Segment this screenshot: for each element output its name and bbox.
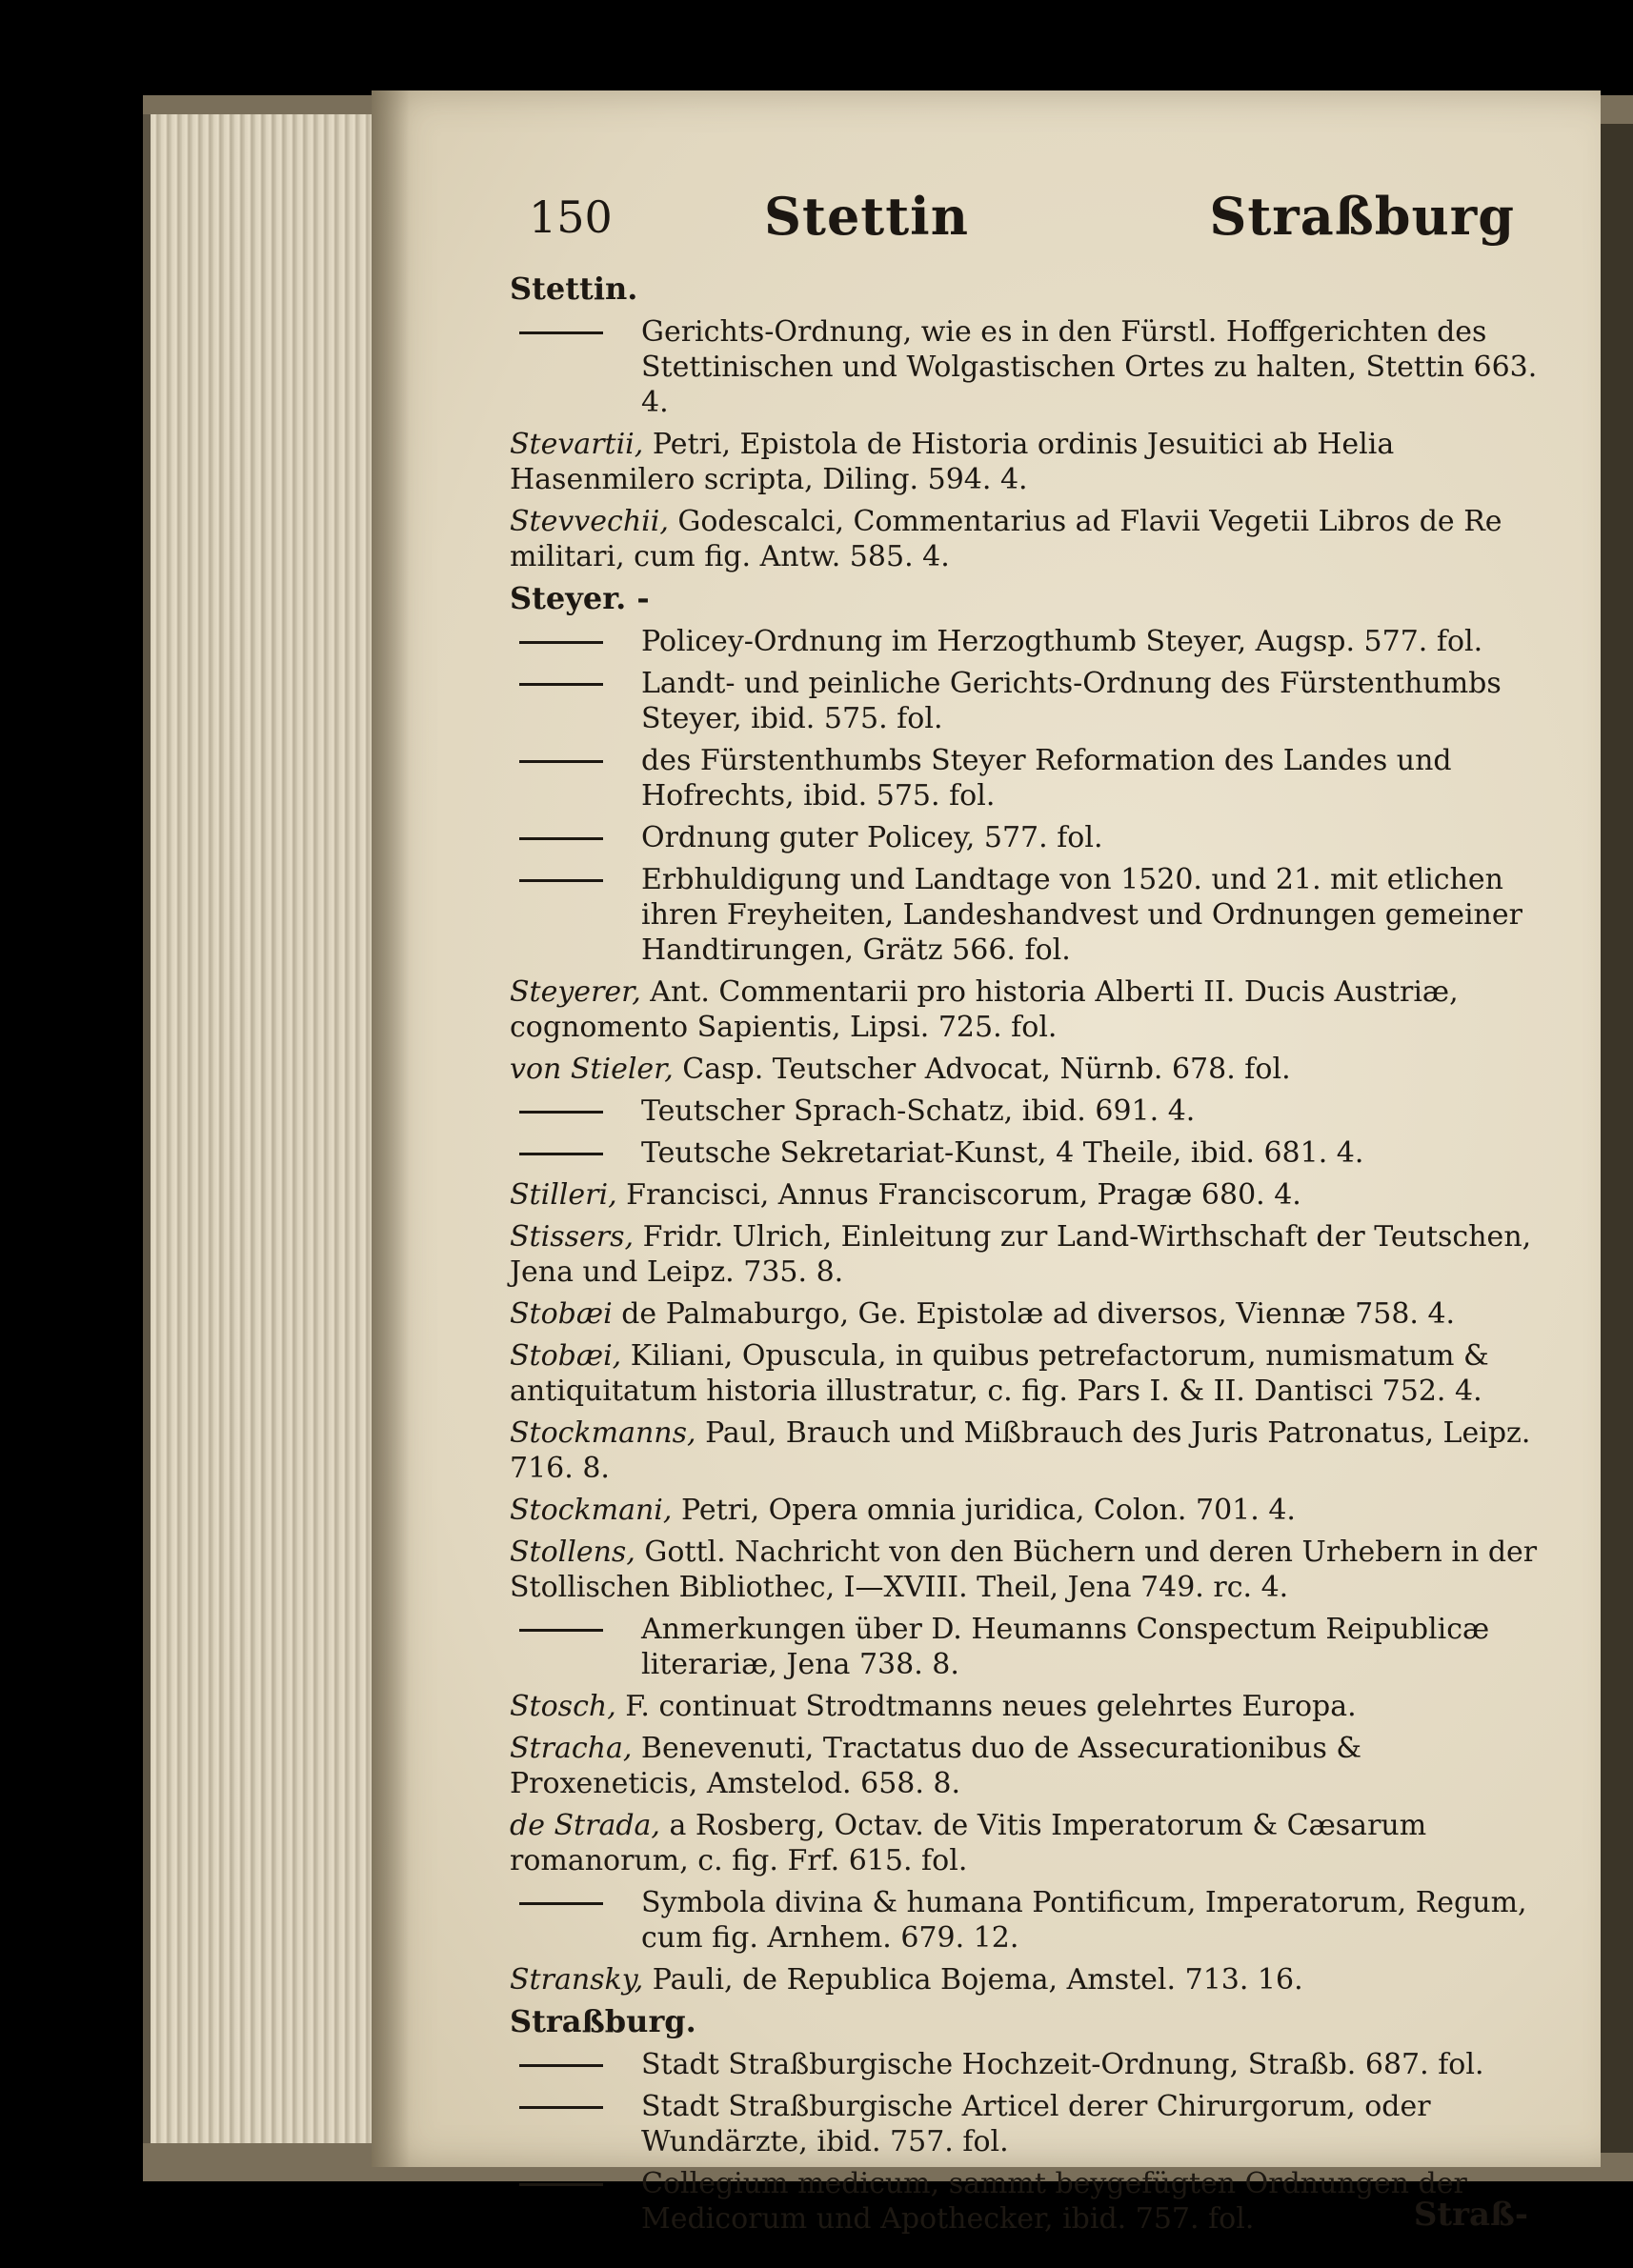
catalog-entry bbox=[510, 862, 1558, 968]
entry-author: Stracha, bbox=[510, 1732, 641, 1765]
catalog-entry bbox=[510, 581, 1558, 617]
ditto-dash bbox=[519, 1902, 603, 1905]
entry-title: de Palmaburgo, Ge. Epistolæ ad diversos, Viennæ 758. 4. bbox=[621, 1297, 1456, 1331]
entry-author: Stransky, bbox=[510, 1963, 653, 1997]
catalog-entry bbox=[510, 2047, 1558, 2082]
catalog-entry bbox=[510, 2089, 1558, 2159]
entry-title: Kiliani, Opuscula, in quibus petrefactorum, numismatum & antiquitatum historia illustratur, c. fig. Pars I. & II. Dantisci 752. 4. bbox=[510, 1339, 1489, 1408]
ditto-dash bbox=[519, 1111, 603, 1114]
entry-text: Ordnung guter Policey, 577. fol. bbox=[641, 821, 1103, 854]
catalog-entry bbox=[510, 1808, 1558, 1878]
catalog-entry bbox=[510, 974, 1558, 1045]
entry-author: Stockmanns, bbox=[510, 1416, 706, 1450]
entry-text bbox=[510, 1415, 1558, 1486]
section-heading: Stettin. bbox=[510, 271, 638, 307]
entry-text bbox=[510, 974, 1558, 1045]
catalog-entry bbox=[510, 1689, 1558, 1724]
entry-text bbox=[510, 1177, 1558, 1213]
catalog-entry bbox=[510, 271, 1558, 308]
entry-text bbox=[510, 1808, 1558, 1878]
ditto-dash bbox=[519, 837, 603, 840]
ditto-dash bbox=[519, 1629, 603, 1632]
catalog-entry bbox=[510, 1094, 1558, 1129]
catalog-entry bbox=[510, 1415, 1558, 1486]
entry-text: Landt- und peinliche Gerichts-Ordnung des Fürstenthumbs Steyer, ibid. 575. fol. bbox=[641, 667, 1502, 735]
entry-title: Paul, Brauch und Mißbrauch des Juris Patronatus, Leipz. 716. 8. bbox=[510, 1416, 1531, 1485]
ditto-dash bbox=[519, 683, 603, 686]
entry-text bbox=[510, 1962, 1558, 1997]
entry-text: Stadt Straßburgische Articel derer Chirurgorum, oder Wundärzte, ibid. 757. fol. bbox=[641, 2090, 1431, 2158]
entry-title: Gottl. Nachricht von den Büchern und deren Urhebern in der Stollischen Bibliothec, I—XVIII. Theil, Jena 749. rc. 4. bbox=[510, 1535, 1538, 1604]
book-spine-edge bbox=[1596, 124, 1633, 2153]
ditto-dash bbox=[519, 331, 603, 334]
entry-author: Stevartii, bbox=[510, 428, 653, 461]
catalog-entry bbox=[510, 504, 1558, 574]
entry-text bbox=[510, 1219, 1558, 1290]
catalog-entry bbox=[510, 624, 1558, 659]
entry-title: Petri, Opera omnia juridica, Colon. 701. 4. bbox=[680, 1494, 1296, 1527]
header-right-title: Straßburg bbox=[1209, 186, 1515, 247]
catalog-entry bbox=[510, 427, 1558, 497]
entry-author: Stilleri, bbox=[510, 1178, 627, 1212]
entry-author: Stevvechii, bbox=[510, 505, 678, 538]
catalog-entry bbox=[510, 1219, 1558, 1290]
ditto-dash bbox=[519, 760, 603, 763]
entry-text bbox=[510, 1493, 1558, 1528]
entry-text bbox=[510, 1535, 1558, 1605]
entry-text bbox=[510, 1689, 1558, 1724]
page-edges bbox=[143, 114, 398, 2143]
entry-text: Gerichts-Ordnung, wie es in den Fürstl. Hoffgerichten des Stettinischen und Wolgastischen Ortes zu halten, Stettin 663. 4. bbox=[641, 315, 1538, 419]
catchword: Straß- bbox=[1413, 2196, 1528, 2234]
entry-author: de Strada, bbox=[510, 1809, 670, 1842]
entry-text: Symbola divina & humana Pontificum, Imperatorum, Regum, cum fig. Arnhem. 679. 12. bbox=[641, 1886, 1527, 1955]
entry-title: Pauli, de Republica Bojema, Amstel. 713. 16. bbox=[652, 1963, 1303, 1997]
entry-text bbox=[510, 1052, 1558, 1087]
entry-title: Godescalci, Commentarius ad Flavii Vegetii Libros de Re militari, cum fig. Antw. 585. 4. bbox=[510, 505, 1502, 573]
catalog-entry bbox=[510, 1885, 1558, 1956]
entry-text: Policey-Ordnung im Herzogthumb Steyer, Augsp. 577. fol. bbox=[641, 625, 1483, 658]
running-header bbox=[529, 186, 1515, 262]
entry-title: Francisci, Annus Franciscorum, Pragæ 680. 4. bbox=[626, 1178, 1301, 1212]
entry-text: Collegium medicum, sammt beygefügten Ordnungen der Medicorum und Apothecker, ibid. 757. fol. bbox=[641, 2167, 1467, 2236]
entry-list bbox=[510, 271, 1558, 2243]
page-number: 150 bbox=[529, 191, 613, 243]
catalog-entry bbox=[510, 1535, 1558, 1605]
ditto-dash bbox=[519, 2183, 603, 2186]
entry-text bbox=[510, 1731, 1558, 1801]
entry-text: Teutscher Sprach-Schatz, ibid. 691. 4. bbox=[641, 1094, 1196, 1128]
ditto-dash bbox=[519, 879, 603, 882]
entry-title: Fridr. Ulrich, Einleitung zur Land-Wirthschaft der Teutschen, Jena und Leipz. 735. 8. bbox=[510, 1220, 1532, 1289]
entry-author: von Stieler, bbox=[510, 1053, 683, 1086]
entry-text: Teutsche Sekretariat-Kunst, 4 Theile, ibid. 681. 4. bbox=[641, 1136, 1364, 1170]
catalog-entry bbox=[510, 1135, 1558, 1171]
catalog-entry bbox=[510, 1338, 1558, 1409]
catalog-entry bbox=[510, 2166, 1558, 2237]
catalog-entry bbox=[510, 1296, 1558, 1332]
catalog-entry bbox=[510, 1612, 1558, 1682]
entry-text: Stadt Straßburgische Hochzeit-Ordnung, Straßb. 687. fol. bbox=[641, 2048, 1484, 2081]
catalog-entry bbox=[510, 314, 1558, 420]
entry-text bbox=[510, 1338, 1558, 1409]
entry-text bbox=[510, 427, 1558, 497]
header-center-title: Stettin bbox=[764, 186, 969, 247]
entry-text bbox=[510, 504, 1558, 574]
entry-text: Erbhuldigung und Landtage von 1520. und 21. mit etlichen ihren Freyheiten, Landeshandvest und Ordnungen gemeiner Handtirungen, Grätz 566. fol. bbox=[641, 863, 1522, 967]
catalog-entry bbox=[510, 1493, 1558, 1528]
entry-author: Steyerer, bbox=[510, 975, 651, 1009]
section-heading: Straßburg. bbox=[510, 2003, 696, 2039]
entry-title: Benevenuti, Tractatus duo de Assecurationibus & Proxeneticis, Amstelod. 658. 8. bbox=[510, 1732, 1362, 1800]
entry-author: Stobæi, bbox=[510, 1339, 631, 1373]
ditto-dash bbox=[519, 641, 603, 644]
catalog-entry bbox=[510, 1052, 1558, 1087]
entry-author: Stissers, bbox=[510, 1220, 643, 1254]
catalog-entry bbox=[510, 666, 1558, 736]
catalog-entry bbox=[510, 1731, 1558, 1801]
entry-author: Stollens, bbox=[510, 1535, 645, 1569]
entry-author: Stosch, bbox=[510, 1690, 626, 1723]
gutter-shadow bbox=[372, 90, 410, 2167]
entry-author: Stockmani, bbox=[510, 1494, 681, 1527]
ditto-dash bbox=[519, 1153, 603, 1155]
entry-author: Stobæi bbox=[510, 1297, 622, 1331]
entry-title: Casp. Teutscher Advocat, Nürnb. 678. fol. bbox=[682, 1053, 1291, 1086]
catalog-entry bbox=[510, 1177, 1558, 1213]
ditto-dash bbox=[519, 2064, 603, 2067]
entry-title: a Rosberg, Octav. de Vitis Imperatorum & Cæsarum romanorum, c. fig. Frf. 615. fol. bbox=[510, 1809, 1427, 1877]
catalog-entry bbox=[510, 1962, 1558, 1997]
entry-title: F. continuat Strodtmanns neues gelehrtes Europa. bbox=[625, 1690, 1357, 1723]
catalog-entry bbox=[510, 2004, 1558, 2040]
entry-title: Ant. Commentarii pro historia Alberti II. Ducis Austriæ, cognomento Sapientis, Lipsi. 725. fol. bbox=[510, 975, 1459, 1044]
ditto-dash bbox=[519, 2106, 603, 2109]
entry-text: Anmerkungen über D. Heumanns Conspectum Reipublicæ literariæ, Jena 738. 8. bbox=[641, 1613, 1490, 1681]
catalog-entry bbox=[510, 743, 1558, 813]
catalog-entry bbox=[510, 820, 1558, 855]
section-heading: Steyer. - bbox=[510, 580, 650, 616]
entry-text: des Fürstenthumbs Steyer Reformation des Landes und Hofrechts, ibid. 575. fol. bbox=[641, 744, 1452, 813]
entry-title: Petri, Epistola de Historia ordinis Jesuitici ab Helia Hasenmilero scripta, Diling. 594. 4. bbox=[510, 428, 1395, 496]
entry-text bbox=[510, 1296, 1558, 1332]
